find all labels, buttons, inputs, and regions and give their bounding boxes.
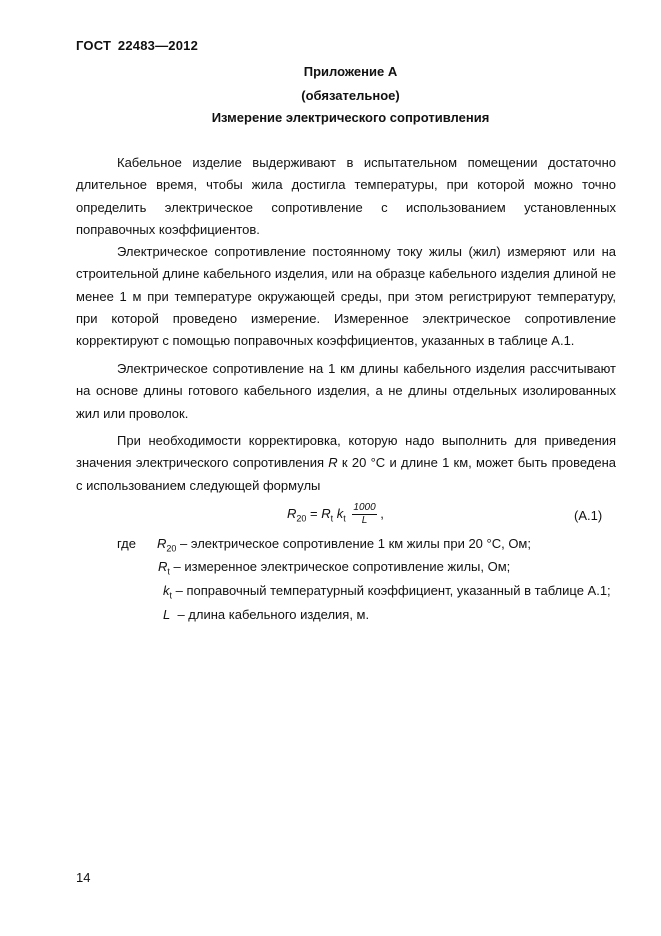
paragraph-4-start: При необходимости корректировка, которую надо выполнить для приведения значения электрического сопротивления — [76, 433, 616, 471]
formula-lhs-sub: 20 — [296, 513, 307, 524]
formula-k-sub: t — [343, 513, 346, 524]
where-symbol-sub: t — [169, 590, 173, 601]
formula-lhs: R — [287, 505, 297, 521]
formula-r-sub: t — [330, 513, 334, 524]
formula-fraction — [352, 502, 376, 527]
where-text: – электрическое сопротивление 1 км жилы при 20 °С, Ом; — [176, 536, 531, 551]
where-text: – длина кабельного изделия, м. — [170, 607, 370, 622]
page-number: 14 — [76, 870, 91, 885]
where-symbol-sub: 20 — [166, 543, 177, 554]
appendix-heading: Измерение электрического сопротивления — [211, 110, 490, 125]
where-symbol: k — [163, 583, 170, 598]
where-text: – измеренное электрическое сопротивление жилы, Ом; — [169, 559, 511, 574]
paragraph-1: Кабельное изделие выдерживают в испытательном помещении достаточно длительное время, чтобы жила достигла температуры, при которой можно точно определить электрическое сопротивление с использованием установленных поправочных коэффициентов. — [76, 155, 616, 237]
formula-tail: , — [376, 505, 384, 521]
where-label: где — [117, 536, 136, 551]
appendix-title: Приложение А — [303, 64, 398, 79]
formula-k: k — [336, 505, 344, 521]
where-item — [157, 536, 531, 554]
formula-numerator: 1000 — [353, 502, 376, 513]
where-item — [163, 583, 611, 601]
appendix-status: (обязательное) — [301, 88, 400, 103]
formula-a1 — [287, 502, 384, 527]
symbol-r: R — [328, 455, 338, 471]
document-header: ГОСТ 22483—2012 — [76, 38, 198, 53]
where-symbol-sub: t — [167, 566, 170, 577]
formula-number: (А.1) — [574, 508, 603, 523]
where-symbol: R — [157, 536, 167, 551]
where-symbol: L — [163, 607, 171, 622]
where-item — [158, 559, 510, 577]
where-text: – поправочный температурный коэффициент, указанный в таблице А.1; — [172, 583, 611, 598]
formula-r: R — [321, 505, 331, 521]
paragraph-2: Электрическое сопротивление постоянному току жилы (жил) измеряют или на строительной длине кабельного изделия, или на образце кабельного изделия длиной не менее 1 м при температуре окружающей среды, при этом регистрируют температуру, при которой проведено измерение. Измеренное электрическое сопротивление корректируют с помощью поправочных коэффициентов, указанных в таблице А.1. — [76, 244, 616, 349]
formula-eq: = — [306, 505, 322, 521]
where-symbol: R — [158, 559, 168, 574]
formula-denominator: L — [361, 515, 368, 526]
where-item — [163, 607, 369, 622]
paragraph-4-end: к 20 °С и длине 1 км, может быть проведена с использованием следующей формулы — [76, 455, 616, 493]
paragraph-4 — [76, 430, 616, 497]
paragraph-3: Электрическое сопротивление на 1 км длины кабельного изделия рассчитывают на основе длины готового кабельного изделия, а не длины отдельных изолированных жил или проволок. — [76, 361, 616, 421]
